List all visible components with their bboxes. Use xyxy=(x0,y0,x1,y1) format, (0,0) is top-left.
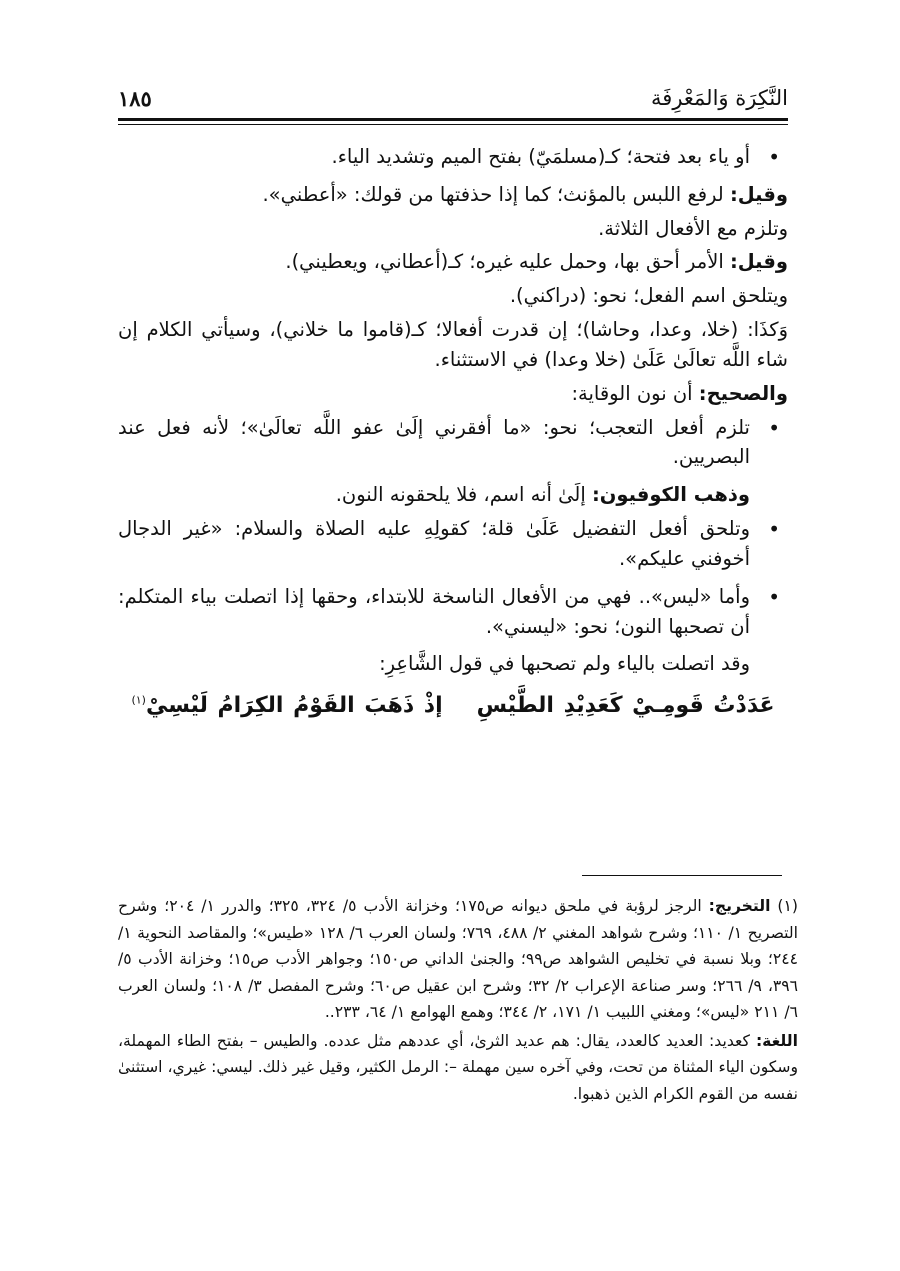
bullet-item xyxy=(118,413,788,473)
bullet-item xyxy=(118,582,788,642)
paragraph-text: إلَىٰ أنه اسم، فلا يلحقونه النون. xyxy=(335,483,592,507)
bullet-text: وتلحق أفعل التفضيل عَلَىٰ قلة؛ كقولِهِ عليه الصلاة والسلام: «غير الدجال أخوفني عليكم». xyxy=(118,517,750,570)
bullet-item xyxy=(118,142,788,172)
sub-prefix: وذهب xyxy=(686,483,750,507)
page-number: ١٨٥ xyxy=(118,86,152,111)
footnote-number: (١) xyxy=(777,897,798,915)
paragraph: وَكذَا: (خلا، وعدا، وحاشا)؛ إن قدرت أفعالا؛ كـ(قاموا ما خلاني)، وسيأتي الكلام إن شاء اللَّه تعالَىٰ عَلَىٰ (خلا وعدا) في الاستثناء. xyxy=(118,318,788,371)
paragraph xyxy=(118,180,788,210)
paragraph-label: وقيل: xyxy=(729,182,788,206)
paragraph-label: والصحيح: xyxy=(698,381,788,405)
verse-first-hemistich: عَدَدْتُ قَومِـيْ كَعَدِيْدِ الطَّيْسِ xyxy=(476,693,775,719)
bullet-item xyxy=(118,514,788,574)
paragraph: وقد اتصلت بالياء ولم تصحبها في قول الشَّاعِرِ: xyxy=(379,652,750,676)
footnote-lugha xyxy=(118,1028,798,1108)
paragraph: ويتلحق اسم الفعل؛ نحو: (دراكني). xyxy=(509,284,788,308)
verse-second-hemistich: إذْ ذَهَبَ القَوْمُ الكِرَامُ لَيْسِيْ xyxy=(145,693,443,719)
chapter-title: النَّكِرَة وَالمَعْرِفَة xyxy=(651,86,788,110)
running-header xyxy=(118,82,788,116)
paragraph-text: لرفع اللبس بالمؤنث؛ كما إذا حذفتها من قولك: «أعطني». xyxy=(262,182,730,206)
paragraph xyxy=(118,247,788,277)
paragraph xyxy=(118,379,788,409)
footnotes xyxy=(118,893,798,1107)
paragraph-label: الكوفيون: xyxy=(591,483,687,507)
paragraph-text: الأمر أحق بها، وحمل عليه غيره؛ كـ(أعطاني، ويعطيني). xyxy=(285,250,730,274)
main-text xyxy=(118,142,788,723)
header-rule-thin xyxy=(118,124,788,125)
footnote-takhrij xyxy=(118,893,798,1026)
bullet-text: وأما «ليس».. فهي من الأفعال الناسخة للابتداء، وحقها إذا اتصلت بياء المتكلم: أن تصحبها النون؛ نحو: «ليسني». xyxy=(118,584,750,638)
sub-paragraph xyxy=(118,480,788,510)
bullet-icon: • xyxy=(768,584,780,609)
footnote-text: كعديد: العديد كالعدد، يقال: هم عديد الثرىٰ، أي عددهم مثل عدده. والطيس – بفتح الطاء المهملة، وسكون الياء المثناة من تحت، وفي آخره سين مهملة –: الرمل الكثير، وقيل غير ذلك. ليسي: غيري، استثنىٰ نفسه من القوم الكرام الذين ذهبوا. xyxy=(118,1031,798,1103)
header-rule-thick xyxy=(118,118,788,121)
paragraph-label: وقيل: xyxy=(729,250,788,274)
bullet-text: أو ياء بعد فتحة؛ كـ(مسلمَيّ) بفتح الميم وتشديد الياء. xyxy=(331,145,750,168)
footnote-label: اللغة: xyxy=(755,1031,798,1050)
bullet-text: تلزم أفعل التعجب؛ نحو: «ما أفقرني إلَىٰ عفو اللَّه تعالَىٰ»؛ لأنه فعل عند البصريين. xyxy=(118,415,750,469)
paragraph-text: أن نون الوقاية: xyxy=(571,381,699,405)
bullet-icon: • xyxy=(768,415,780,440)
bullet-icon: • xyxy=(768,517,780,542)
poem-verse xyxy=(118,689,788,723)
footnote-text: الرجز لرؤبة في ملحق ديوانه ص١٧٥؛ وخزانة الأدب ٥/ ٣٢٤، ٣٢٥؛ والدرر ١/ ٢٠٤؛ وشرح التصريح ١/ ١١٠؛ وشرح شواهد المغني ٢/ ٤٨٨، ٧٦٩؛ ولسان العرب ٦/ ١٢٨ «طيس»؛ والمقاصد النحوية ١/ ٢٤٤؛ وبلا نسبة في تخليص الشواهد ص٩٩؛ والجنىٰ الداني ص١٥٠؛ وجواهر الأدب ص١٥؛ وخزانة الأدب ٥/ ٣٩٦، ٩/ ٢٦٦؛ وسر صناعة الإعراب ٢/ ٣٢؛ وشرح ابن عقيل ص٦٠؛ وشرح المفصل ٣/ ١٠٨؛ ولسان العرب ٦/ ٢١١ «ليس»؛ ومغني اللبيب ١/ ١٧١، ٢/ ٣٤٤؛ وهمع الهوامع ١/ ٦٤، ٢٣٣.. xyxy=(118,897,798,1021)
footnote-label: التخريج: xyxy=(708,897,771,915)
paragraph: وتلزم مع الأفعال الثلاثة. xyxy=(598,216,788,240)
bullet-icon: • xyxy=(768,145,780,169)
footnote-marker: (١) xyxy=(131,693,146,707)
footnote-separator xyxy=(582,875,782,876)
